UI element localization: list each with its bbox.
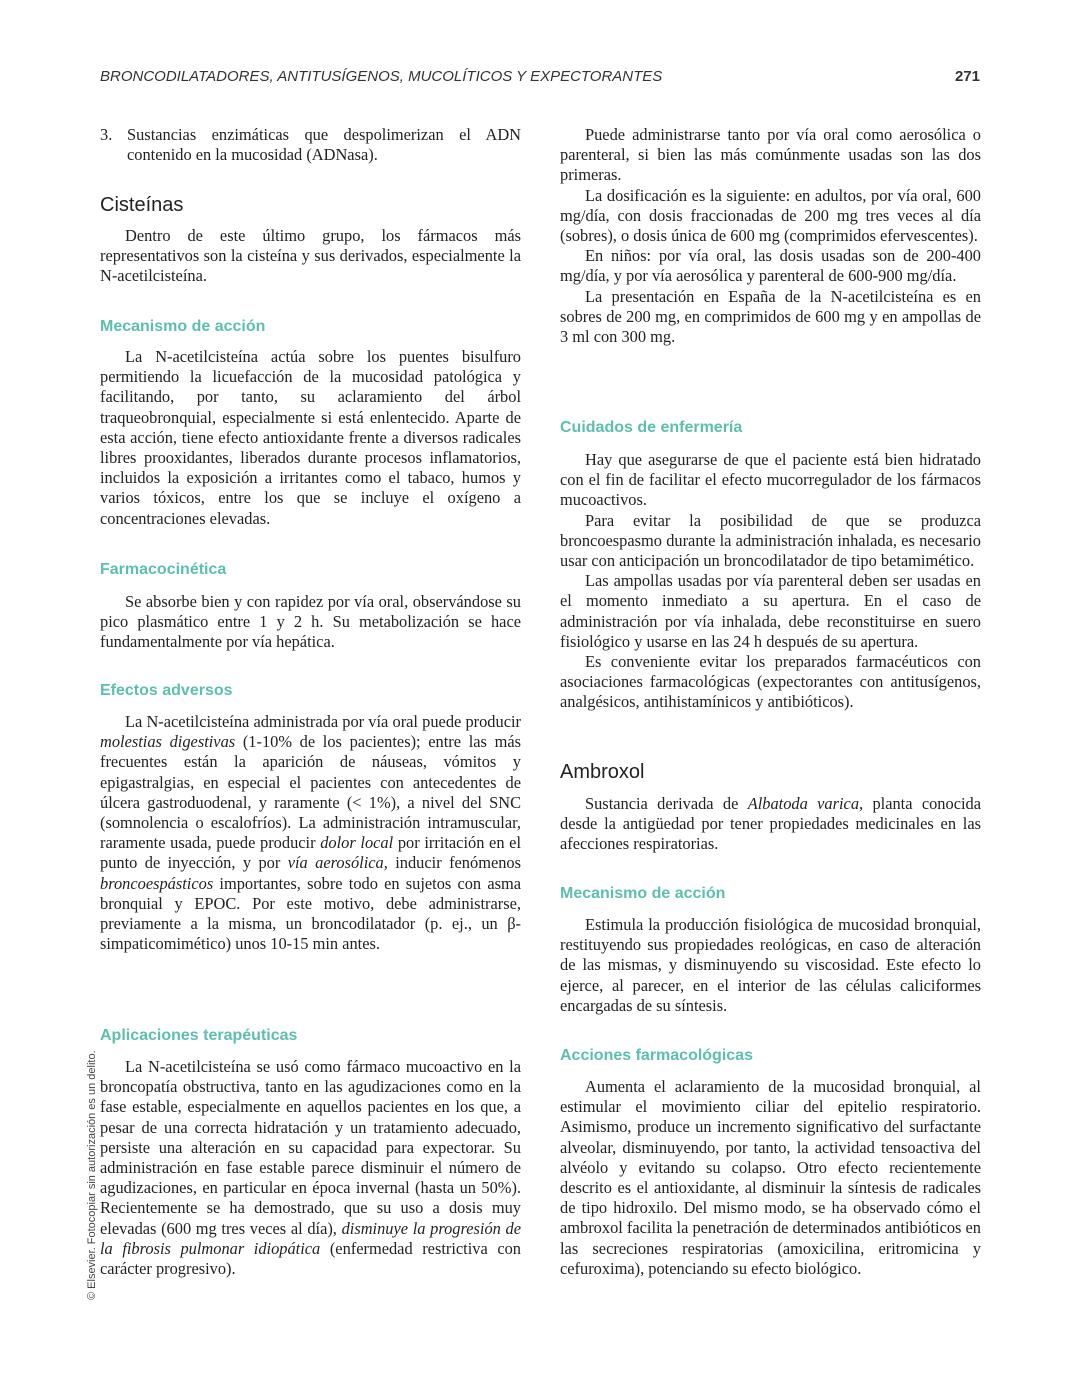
text: La N-acetilcisteína administrada por vía oral puede producir [125,712,521,731]
subheading-mecanismo: Mecanismo de acción [100,318,266,335]
list-number: 3. [100,125,113,144]
paragraph: Hay que asegurarse de que el paciente está bien hidratado con el fin de facilitar el efecto mucorregulador de los fármacos mucoactivos. [560,450,981,510]
paragraph: Se absorbe bien y con rapidez por vía oral, observándose su pico plasmático entre 1 y 2 h. Su metabolización se hace fundamentalmente por vía hepática. [100,592,521,652]
paragraph: Estimula la producción fisiológica de mucosidad bronquial, restituyendo sus propiedades reológicas, en caso de alteración de las mismas, y disminuyendo su viscosidad. Este efecto lo ejerce, al parecer, en el interior de las células caliciformes encargadas de su síntesis. [560,915,981,1015]
subheading-mecanismo-ambroxol: Mecanismo de acción [560,885,726,902]
paragraph [100,712,521,954]
paragraph: La presentación en España de la N-acetilcisteína es en sobres de 200 mg, en comprimidos de 600 mg y en ampollas de 3 ml con 300 mg. [560,286,981,347]
paragraph: La N-acetilcisteína actúa sobre los puentes bisulfuro permitiendo la licuefacción de la mucosidad patológica y facilitando, por tanto, su aclaramiento del árbol traqueobronquial, especialmente si está enlentecido. Aparte de esta acción, tiene efecto antioxidante frente a diversos radicales libres prooxidantes, liberados durante procesos inflamatorios, incluidos la exposición a irritantes como el tabaco, humos y varios tóxicos, entre los que se incluye el oxígeno a concentraciones elevadas. [100,347,521,528]
subheading-efectos-adversos: Efectos adversos [100,682,233,699]
subheading-aplicaciones: Aplicaciones terapéuticas [100,1027,298,1044]
paragraph: Aumenta el aclaramiento de la mucosidad bronquial, al estimular el movimiento ciliar del epitelio respiratorio. Asimismo, produce un incremento significativo del surfactante alveolar, disminuyendo, por tanto, la actividad tensoactiva del alvéolo y evitando su colapso. Otro efecto recientemente descrito es el antioxidante, al disminuir la síntesis de radicales de tipo hidroxilo. Del mismo modo, se ha observado cómo el ambroxol facilita la penetración de determinados antibióticos en las secreciones respiratorias (amoxicilina, eritromicina y cefuroxima), potenciando su efecto biológico. [560,1077,981,1278]
emphasis: broncoespásticos [100,873,214,893]
paragraph: La dosificación es la siguiente: en adultos, por vía oral, 600 mg/día, con dosis fraccionadas de 200 mg tres veces al día (sobres), o dosis única de 600 mg (comprimidos efervescentes). [560,185,981,246]
emphasis: Albatoda varica, [747,794,864,813]
paragraph: Dentro de este último grupo, los fármacos más representativos son la cisteína y sus derivados, especialmente la N-acetilcisteína. [100,226,521,286]
paragraph: Las ampollas usadas por vía parenteral deben ser usadas en el momento inmediato a su apertura. En el caso de administración por vía inhalada, debe reconstituirse en suero fisiológico y usarse en las 24 h después de su apertura. [560,571,981,651]
list-text: Sustancias enzimáticas que despolimerizan el ADN contenido en la mucosidad (ADNasa). [127,125,521,165]
section-title-ambroxol: Ambroxol [560,761,645,783]
running-header: BRONCODILATADORES, ANTITUSÍGENOS, MUCOLÍTICOS Y EXPECTORANTES [100,68,663,85]
text: planta conocida desde la antigüedad por tener propiedades medicinales en las afecciones respiratorias. [560,794,981,854]
paragraph [100,1057,521,1279]
subheading-cuidados: Cuidados de enfermería [560,419,743,436]
emphasis: molestias digestivas [100,732,236,752]
copyright-note: © Elsevier. Fotocopiar sin autorización es un delito. [86,1050,98,1300]
text: importantes, sobre todo en sujetos con asma bronquial y EPOC. Por este motivo, debe administrarse, previamente a la misma, un broncodilatador (p. ej., un β-simpaticomimético) unos 10-15 min antes. [100,873,521,954]
paragraph: Para evitar la posibilidad de que se produzca broncoespasmo durante la administración inhalada, es necesario usar con anticipación un broncodilatador de tipo betamimético. [560,510,981,571]
paragraph: Puede administrarse tanto por vía oral como aerosólica o parenteral, si bien las más comúnmente usadas son las dos primeras. [560,125,981,185]
paragraph: Es conveniente evitar los preparados farmacéuticos con asociaciones farmacológicas (expectorantes con antitusígenos, analgésicos, antihistamínicos y antibióticos). [560,652,981,712]
text: La N-acetilcisteína se usó como fármaco mucoactivo en la broncopatía obstructiva, tanto en las agudizaciones como en la fase estable, especialmente en aquellos pacientes en los que, a pesar de una correcta hidratación y un tratamiento adecuado, persiste una alteración en su capacidad para expectorar. Su administración en fase estable parece disminuir el número de agudizaciones, en particular en época invernal (hasta un 50%). Recientemente se ha demostrado, que su uso a dosis muy elevadas (600 mg tres veces al día), [100,1057,521,1238]
subheading-farmacocinetica: Farmacocinética [100,561,227,578]
paragraph: En niños: por vía oral, las dosis usadas son de 200-400 mg/día, y por vía aerosólica y parenteral de 600-900 mg/día. [560,246,981,286]
text: Sustancia derivada de [585,794,748,813]
text: inducir fenómenos [387,853,521,873]
list-item [100,125,521,165]
text: por irritación en el punto de inyección, y por [100,833,522,873]
emphasis: dolor local [320,833,394,853]
text: (enfermedad restrictiva con carácter progresivo). [100,1238,521,1279]
emphasis: disminuye la progresión de la fibrosis pulmonar idiopática [100,1218,521,1258]
paragraph [560,794,981,855]
section-title-cisteinas: Cisteínas [100,194,184,216]
emphasis: vía aerosólica, [287,853,388,873]
text: (1-10% de los pacientes); entre las más frecuentes están la aparición de náuseas, vómitos y epigastralgias, en especial el pacientes con antecedentes de úlcera gastroduodenal, y raramente (< 1%), a nivel del SNC (somnolencia o escalofríos). La administración intramuscular, raramente usada, puede producir [100,732,521,853]
subheading-acciones: Acciones farmacológicas [560,1047,753,1064]
page-number: 271 [954,68,980,85]
